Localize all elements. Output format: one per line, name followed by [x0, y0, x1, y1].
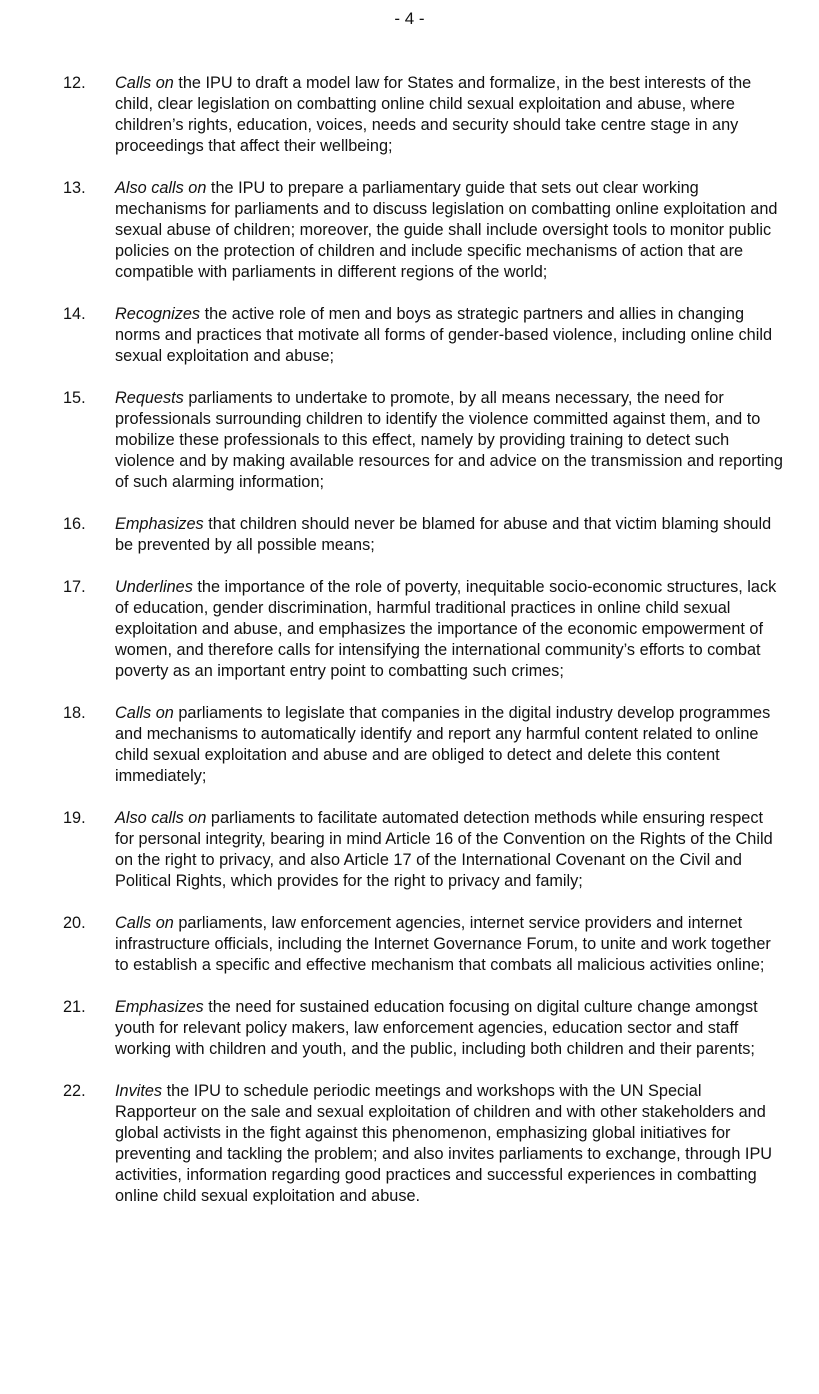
operative-verb: Recognizes — [115, 305, 201, 323]
paragraph-text: parliaments, law enforcement agencies, internet service providers and internet infrastructure officials, including the Internet Governance Forum, to unite and work together to establish a specific and effective mechanism that combats all malicious activities online; — [115, 914, 771, 974]
paragraph-text: parliaments to legislate that companies in the digital industry develop programmes and mechanisms to automatically identify and report any harmful content related to online child sexual exploitation and abuse and are obliged to detect and delete this content immediately; — [115, 704, 771, 785]
paragraph-body — [115, 73, 783, 157]
operative-verb: Calls on — [115, 914, 174, 932]
paragraph-17 — [63, 577, 783, 682]
paragraph-text: parliaments to undertake to promote, by all means necessary, the need for professionals surrounding children to identify the violence committed against them, and to mobilize these professionals to this effect, namely by providing training to detect such violence and by making available resources for and advice on the transmission and reporting of such alarming information; — [115, 389, 783, 491]
paragraph-number: 14. — [63, 305, 86, 323]
operative-verb: Invites — [115, 1082, 163, 1100]
paragraph-number: 22. — [63, 1082, 86, 1100]
paragraph-body — [115, 808, 783, 892]
paragraph-18 — [63, 703, 783, 787]
operative-verb: Underlines — [115, 578, 193, 596]
paragraph-text: that children should never be blamed for abuse and that victim blaming should be prevented by all possible means; — [115, 515, 772, 554]
page-number: - 4 - — [394, 9, 425, 28]
paragraph-16 — [63, 514, 783, 556]
operative-verb: Emphasizes — [115, 515, 204, 533]
paragraph-number: 18. — [63, 704, 86, 722]
operative-verb: Requests — [115, 389, 184, 407]
paragraph-body — [115, 997, 783, 1060]
paragraph-text: the IPU to draft a model law for States and formalize, in the best interests of the child, clear legislation on combatting online child sexual exploitation and abuse, where children’s rights, education, voices, needs and security should take centre stage in any proceedings that affect their wellbeing; — [115, 74, 752, 155]
paragraph-text: parliaments to facilitate automated detection methods while ensuring respect for personal integrity, bearing in mind Article 16 of the Convention on the Rights of the Child on the right to privacy, and also Article 17 of the International Covenant on the Civil and Political Rights, which provides for the right to privacy and family; — [115, 809, 773, 890]
paragraph-20 — [63, 913, 783, 976]
paragraph-22 — [63, 1081, 783, 1207]
paragraph-body — [115, 703, 783, 787]
paragraph-number: 13. — [63, 179, 86, 197]
paragraph-number: 15. — [63, 389, 86, 407]
paragraph-15 — [63, 388, 783, 493]
operative-verb: Also calls on — [115, 179, 207, 197]
paragraph-text: the need for sustained education focusing on digital culture change amongst youth for relevant policy makers, law enforcement agencies, education sector and staff working with children and youth, and the public, including both children and their parents; — [115, 998, 758, 1058]
paragraph-number: 17. — [63, 578, 86, 596]
paragraph-body — [115, 1081, 783, 1207]
paragraph-body — [115, 577, 783, 682]
paragraph-number: 21. — [63, 998, 86, 1016]
resolution-paragraphs — [63, 73, 783, 1228]
paragraph-13 — [63, 178, 783, 283]
paragraph-body — [115, 913, 783, 976]
paragraph-body — [115, 304, 783, 367]
paragraph-text: the active role of men and boys as strategic partners and allies in changing norms and practices that motivate all forms of gender-based violence, including online child sexual exploitation and abuse; — [115, 305, 773, 365]
operative-verb: Also calls on — [115, 809, 207, 827]
operative-verb: Calls on — [115, 704, 174, 722]
paragraph-number: 12. — [63, 74, 86, 92]
operative-verb: Calls on — [115, 74, 174, 92]
paragraph-body — [115, 514, 783, 556]
paragraph-number: 16. — [63, 515, 86, 533]
operative-verb: Emphasizes — [115, 998, 204, 1016]
paragraph-body — [115, 388, 783, 493]
paragraph-number: 19. — [63, 809, 86, 827]
paragraph-21 — [63, 997, 783, 1060]
paragraph-19 — [63, 808, 783, 892]
paragraph-body — [115, 178, 783, 283]
paragraph-12 — [63, 73, 783, 157]
paragraph-14 — [63, 304, 783, 367]
paragraph-text: the IPU to prepare a parliamentary guide that sets out clear working mechanisms for parliaments and to discuss legislation on combatting online exploitation and sexual abuse of children; moreover, the guide shall include oversight tools to monitor public policies on the protection of children and include specific mechanisms of action that are compatible with parliaments in different regions of the world; — [115, 179, 778, 281]
paragraph-number: 20. — [63, 914, 86, 932]
paragraph-text: the importance of the role of poverty, inequitable socio-economic structures, lack of education, gender discrimination, harmful traditional practices in online child sexual exploitation and abuse, and emphasizes the importance of the economic empowerment of women, and therefore calls for intensifying the international community’s efforts to combat poverty as an important entry point to combatting such crimes; — [115, 578, 777, 680]
paragraph-text: the IPU to schedule periodic meetings and workshops with the UN Special Rapporteur on the sale and sexual exploitation of children and with other stakeholders and global activists in the fight against this phenomenon, emphasizing global initiatives for preventing and tackling the problem; and also invites parliaments to exchange, through IPU activities, information regarding good practices and successful experiences in combatting online child sexual exploitation and abuse. — [115, 1082, 773, 1205]
